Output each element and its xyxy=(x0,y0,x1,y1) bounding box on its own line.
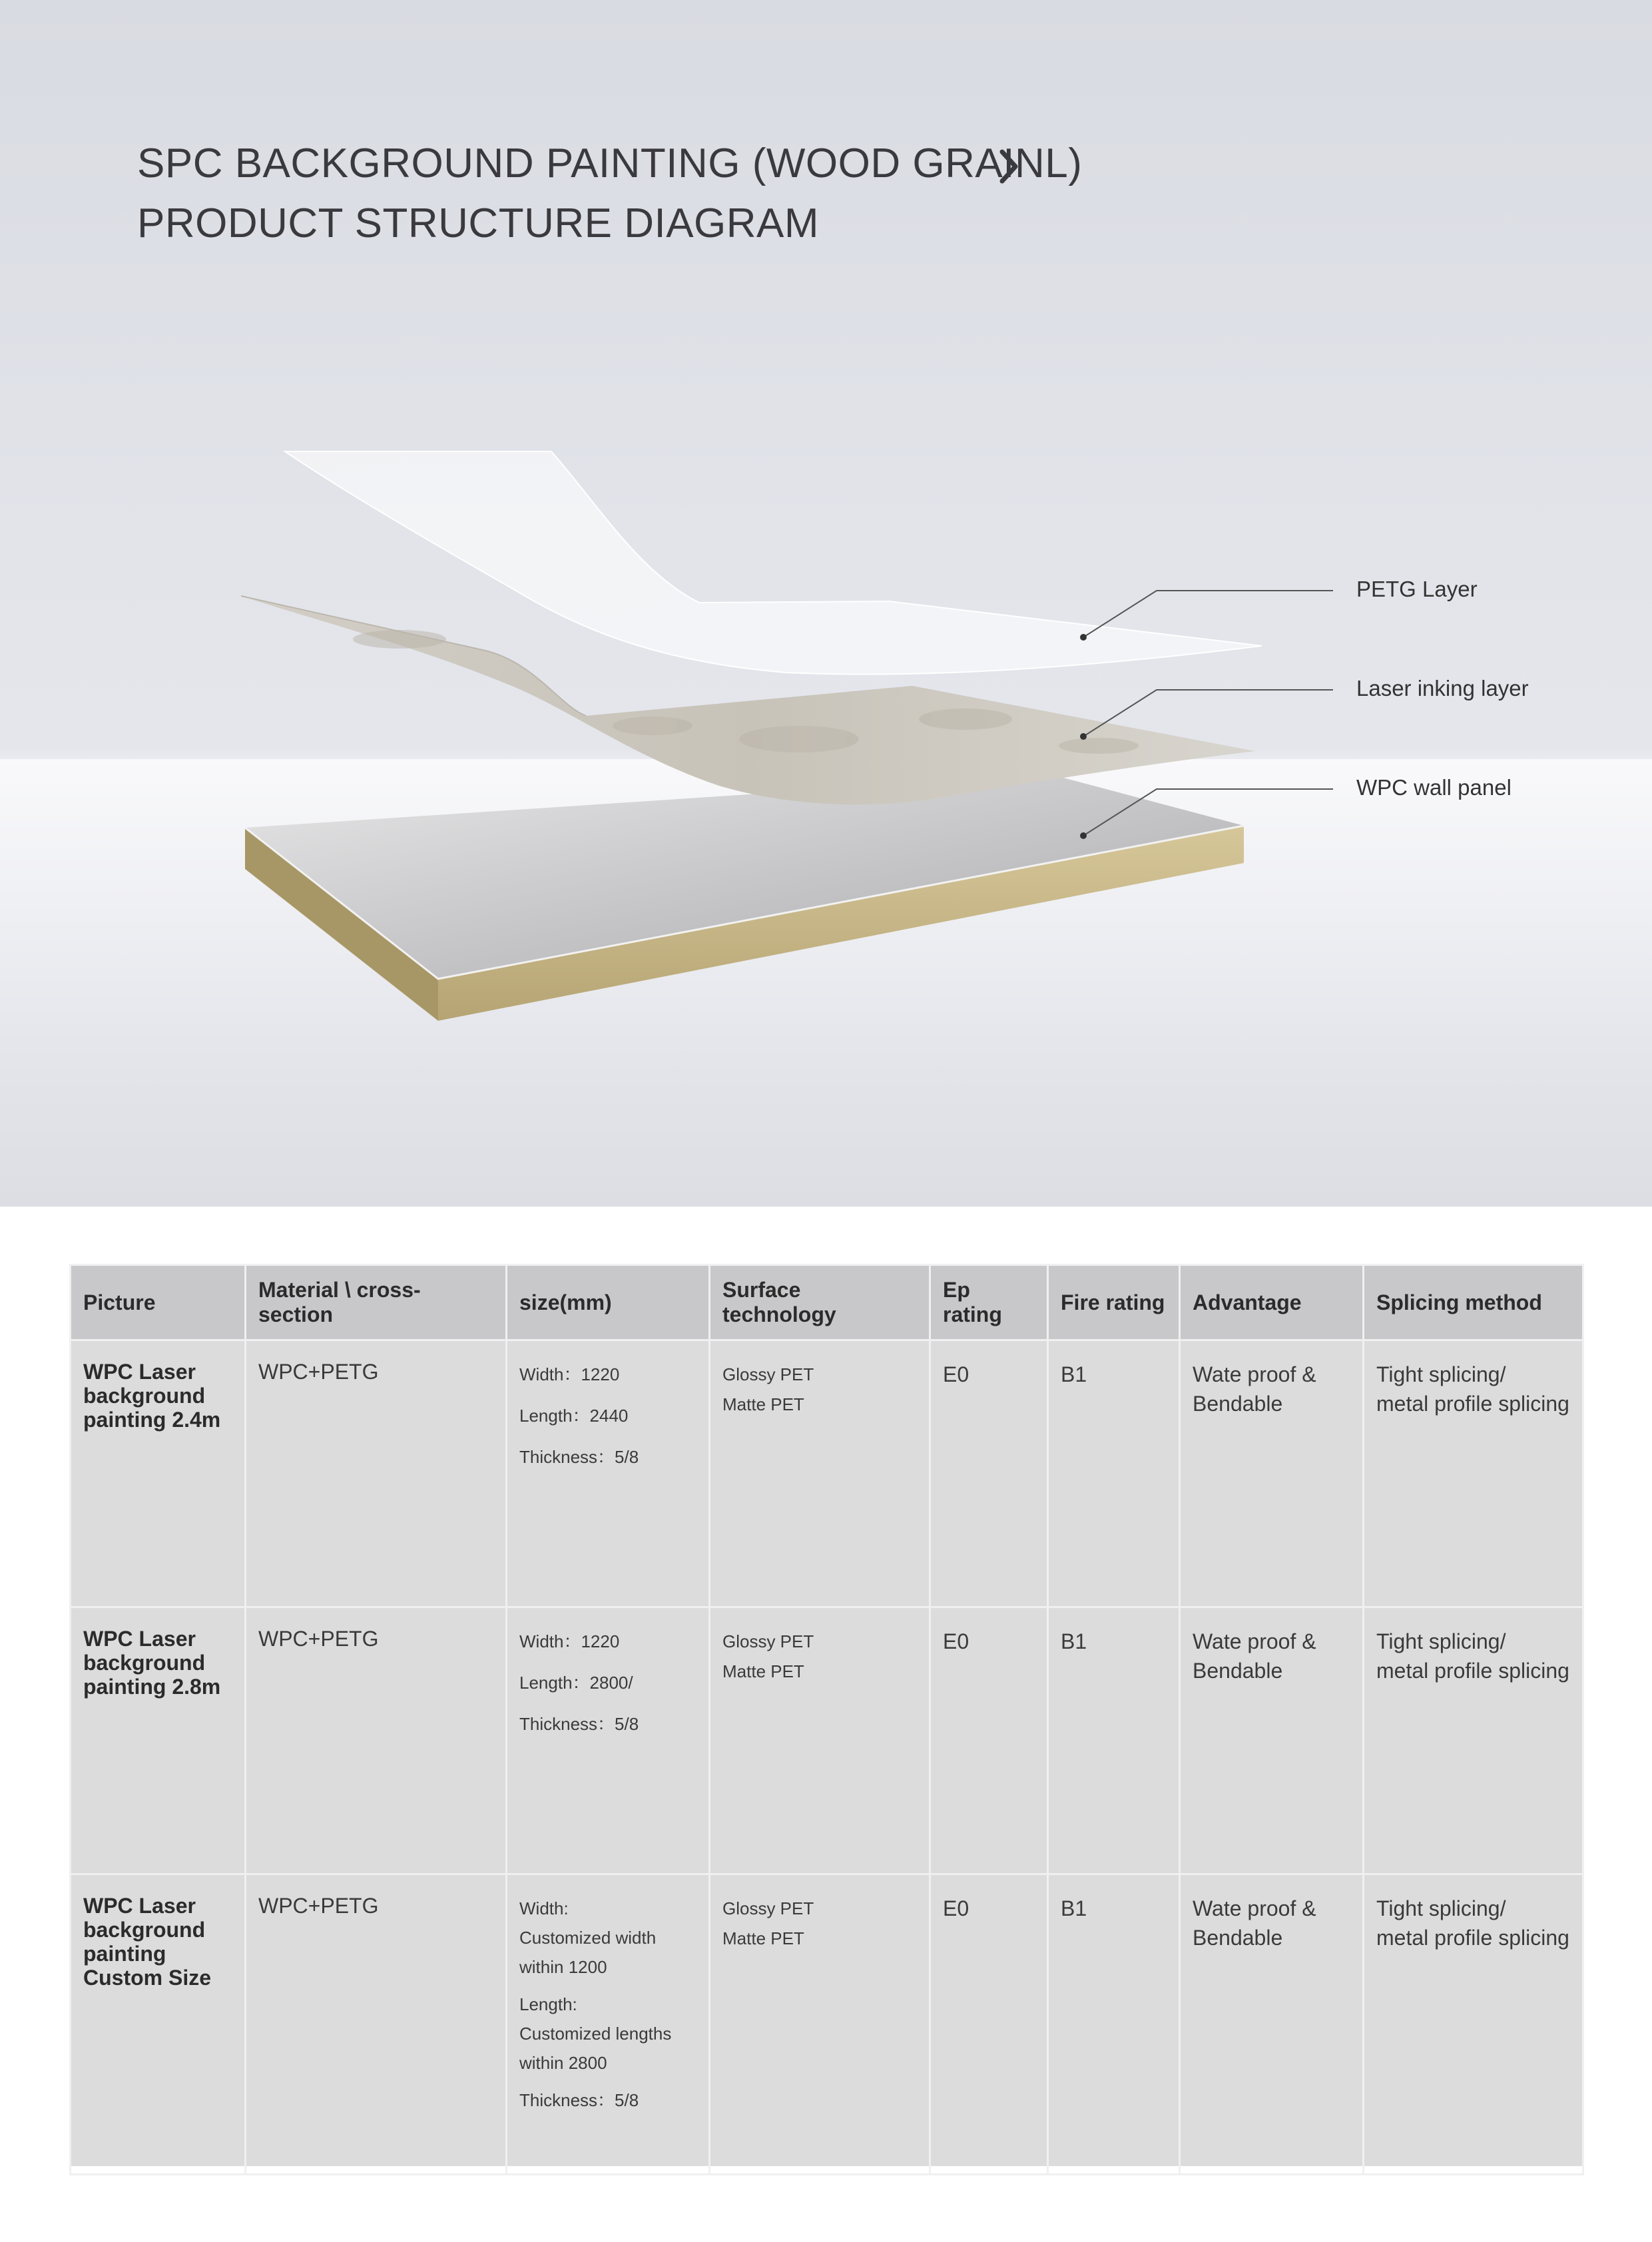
wpc-panel-shape xyxy=(245,774,1244,1021)
cell-fire-rating: B1 xyxy=(1048,1874,1180,2175)
cell-splicing xyxy=(1364,1874,1583,2175)
cell-surface xyxy=(710,1607,930,1874)
advantage-line2: Bendable xyxy=(1193,1659,1283,1683)
cell-size xyxy=(507,1607,710,1874)
cell-size xyxy=(507,1874,710,2175)
splicing-line1: Tight splicing/ xyxy=(1376,1896,1506,1920)
advantage-line1: Wate proof & xyxy=(1193,1362,1316,1386)
cell-picture: WPC Laser background painting 2.8m xyxy=(71,1607,246,1874)
header-advantage: Advantage xyxy=(1180,1265,1364,1340)
header-material: Material \ cross-section xyxy=(246,1265,507,1340)
size-length: Length：2440 xyxy=(519,1406,629,1426)
table-header-row xyxy=(71,1265,1583,1340)
size-length-limit: within 2800 xyxy=(519,2053,607,2073)
header-ep-rating: Ep rating xyxy=(930,1265,1048,1340)
surface-glossy: Glossy PET xyxy=(722,1364,814,1384)
header-picture: Picture xyxy=(71,1265,246,1340)
spec-table xyxy=(69,1264,1584,2175)
size-width-limit: within 1200 xyxy=(519,1957,607,1977)
cell-material: WPC+PETG xyxy=(246,1607,507,1874)
cell-advantage xyxy=(1180,1340,1364,1607)
size-thickness: Thickness：5/8 xyxy=(519,1714,639,1734)
advantage-line1: Wate proof & xyxy=(1193,1896,1316,1920)
cell-advantage xyxy=(1180,1607,1364,1874)
cell-material: WPC+PETG xyxy=(246,1874,507,2175)
callout-petg-layer: PETG Layer xyxy=(1356,577,1478,601)
cell-surface xyxy=(710,1874,930,2175)
page-title-line1: SPC BACKGROUND PAINTING (WOOD GRAINL) xyxy=(137,140,1083,186)
surface-matte: Matte PET xyxy=(722,1928,804,1948)
header-size: size(mm) xyxy=(507,1265,710,1340)
surface-matte: Matte PET xyxy=(722,1394,804,1414)
surface-matte: Matte PET xyxy=(722,1661,804,1681)
callout-laser-inking-layer: Laser inking layer xyxy=(1356,676,1529,701)
cell-splicing xyxy=(1364,1340,1583,1607)
surface-glossy: Glossy PET xyxy=(722,1898,814,1918)
size-width-value: Customized width xyxy=(519,1928,657,1948)
header-surface: Surface technology xyxy=(710,1265,930,1340)
size-width-label: Width: xyxy=(519,1898,569,1918)
splicing-line2: metal profile splicing xyxy=(1376,1926,1569,1950)
cell-fire-rating: B1 xyxy=(1048,1340,1180,1607)
size-length-value: Customized lengths xyxy=(519,2024,672,2044)
splicing-line2: metal profile splicing xyxy=(1376,1392,1569,1416)
cell-size xyxy=(507,1340,710,1607)
cell-picture: WPC Laser background painting 2.4m xyxy=(71,1340,246,1607)
table-row xyxy=(71,1340,1583,1607)
size-thickness: Thickness：5/8 xyxy=(519,1447,639,1467)
cell-ep-rating: E0 xyxy=(930,1340,1048,1607)
cell-advantage xyxy=(1180,1874,1364,2175)
surface-glossy: Glossy PET xyxy=(722,1631,814,1651)
page-title-line2: PRODUCT STRUCTURE DIAGRAM xyxy=(137,200,820,246)
size-thickness: Thickness：5/8 xyxy=(519,2090,639,2110)
header-fire-rating: Fire rating xyxy=(1048,1265,1180,1340)
splicing-line1: Tight splicing/ xyxy=(1376,1629,1506,1653)
size-length-label: Length: xyxy=(519,1994,577,2014)
splicing-line2: metal profile splicing xyxy=(1376,1659,1569,1683)
cell-fire-rating: B1 xyxy=(1048,1607,1180,1874)
cell-material: WPC+PETG xyxy=(246,1340,507,1607)
header-splicing: Splicing method xyxy=(1364,1265,1583,1340)
cell-picture: WPC Laser background painting Custom Size xyxy=(71,1874,246,2175)
cell-surface xyxy=(710,1340,930,1607)
size-width: Width：1220 xyxy=(519,1364,620,1384)
advantage-line2: Bendable xyxy=(1193,1926,1283,1950)
splicing-line1: Tight splicing/ xyxy=(1376,1362,1506,1386)
size-length: Length：2800/ xyxy=(519,1673,633,1693)
table-row xyxy=(71,1607,1583,1874)
callout-wpc-wall-panel: WPC wall panel xyxy=(1356,775,1512,800)
cell-ep-rating: E0 xyxy=(930,1607,1048,1874)
spec-table-container xyxy=(69,1264,1582,2166)
advantage-line1: Wate proof & xyxy=(1193,1629,1316,1653)
size-width: Width：1220 xyxy=(519,1631,620,1651)
cell-splicing xyxy=(1364,1607,1583,1874)
table-row xyxy=(71,1874,1583,2175)
cell-ep-rating: E0 xyxy=(930,1874,1048,2175)
advantage-line2: Bendable xyxy=(1193,1392,1283,1416)
